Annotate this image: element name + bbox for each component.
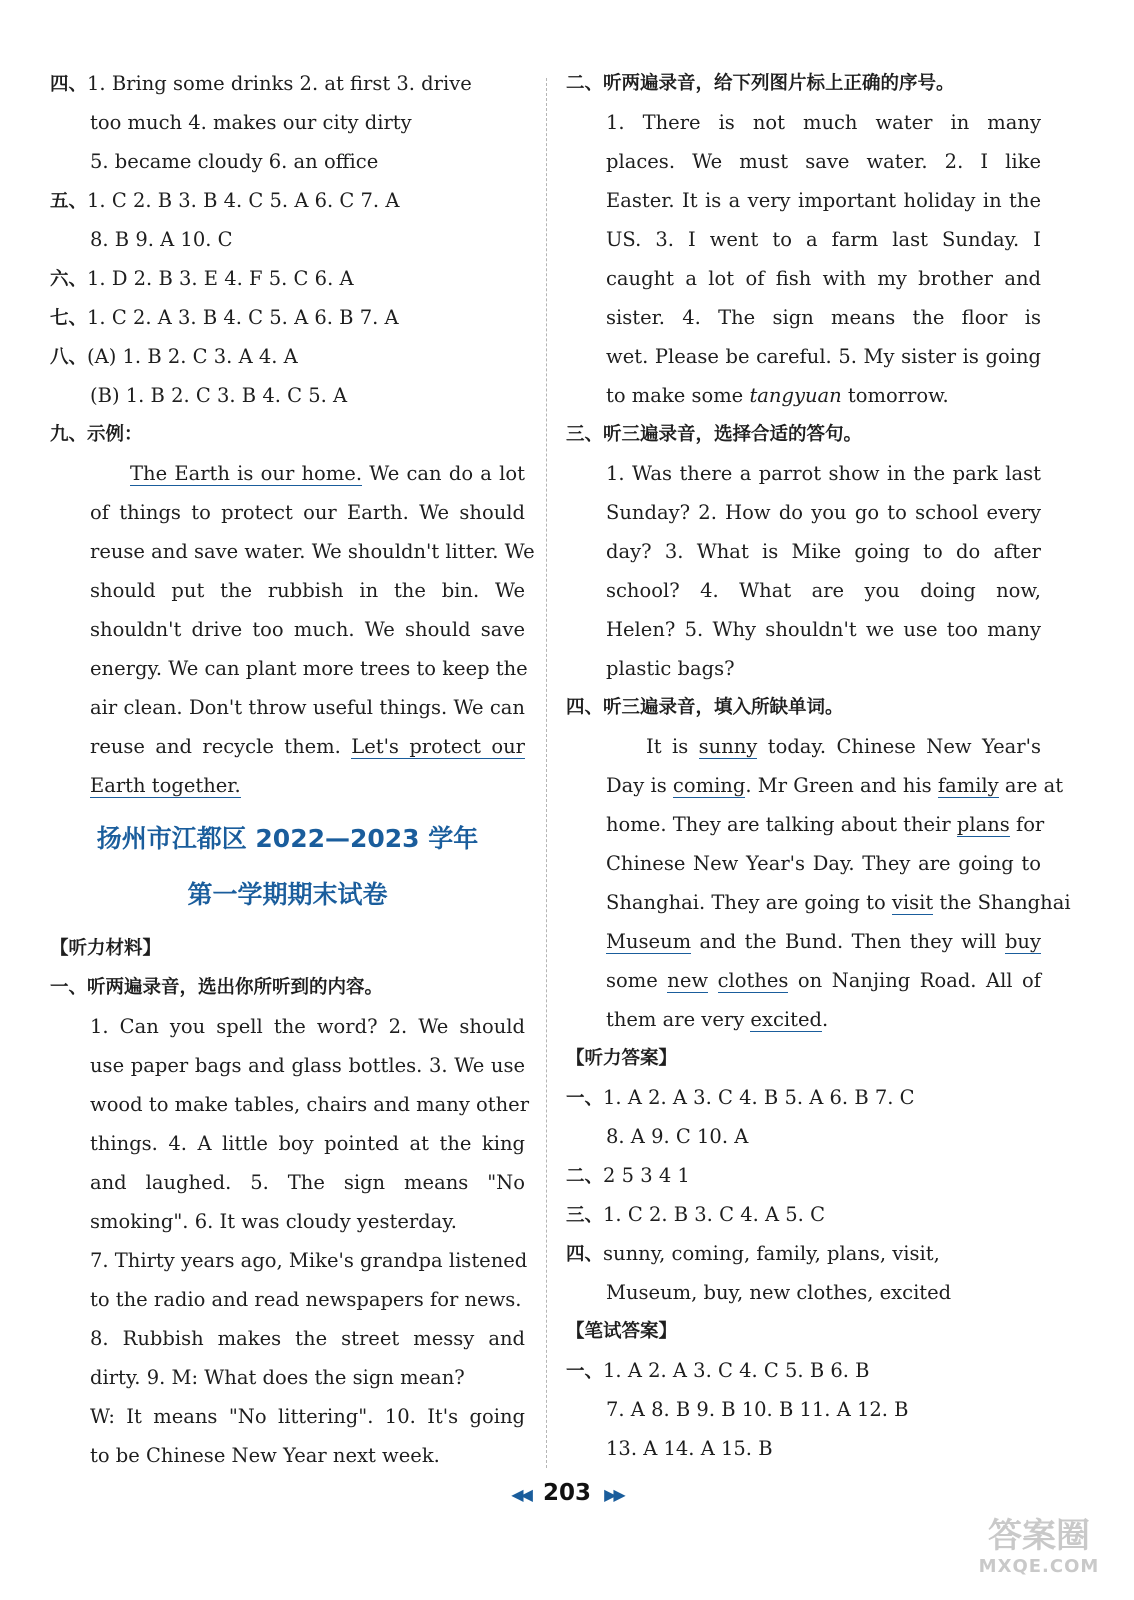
- q2-line: wet. Please be careful. 5. My sister is going: [606, 345, 1041, 368]
- listening-answer-4-line-2: Museum, buy, new clothes, excited: [606, 1281, 952, 1304]
- q2-line-last: to make some tangyuan tomorrow.: [606, 384, 949, 407]
- listening-answers-label: 【听力答案】: [566, 1048, 678, 1069]
- q4-line-5: Shanghai. They are going to visit the Shanghai: [606, 891, 1071, 914]
- essay-line-9: Earth together.: [90, 774, 241, 797]
- section-6-line: 六、1. D 2. B 3. E 4. F 5. C 6. A: [50, 267, 354, 290]
- q4-line-3: home. They are talking about their plans for: [606, 813, 1045, 836]
- section-4-line-3: 5. became cloudy 6. an office: [90, 150, 379, 173]
- listening-line: W: It means "No littering". 10. It's going: [90, 1405, 525, 1428]
- listening-answer-1-line-1: 一、1. A 2. A 3. C 4. B 5. A 6. B 7. C: [566, 1086, 915, 1109]
- listening-line: and laughed. 5. The sign means "No: [90, 1171, 525, 1194]
- exam-title-line-2: 第一学期期末试卷: [187, 880, 388, 909]
- section-9-label: 九、示例：: [50, 424, 143, 445]
- listening-answer-3: 三、1. C 2. B 3. C 4. A 5. C: [566, 1203, 825, 1226]
- q4-line-8: them are very excited.: [606, 1008, 829, 1031]
- previous-page-arrows-icon: ◀◀: [511, 1485, 530, 1504]
- section-8-line-1: 八、(A) 1. B 2. C 3. A 4. A: [50, 345, 298, 368]
- listening-answer-1-line-2: 8. A 9. C 10. A: [606, 1125, 749, 1148]
- section-8-line-2: (B) 1. B 2. C 3. B 4. C 5. A: [90, 384, 348, 407]
- q3-line: Helen? 5. Why shouldn't we use too many: [606, 618, 1041, 641]
- next-page-arrows-icon: ▶▶: [604, 1485, 623, 1504]
- listening-line: use paper bags and glass bottles. 3. We use: [90, 1054, 525, 1077]
- q4-line-4: Chinese New Year's Day. They are going to: [606, 852, 1041, 875]
- q3-line: day? 3. What is Mike going to do after: [606, 540, 1041, 563]
- q2-line: caught a lot of fish with my brother and: [606, 267, 1041, 290]
- q3-line: Sunday? 2. How do you go to school every: [606, 501, 1041, 524]
- listening-q1-label: 一、听两遍录音，选出你所听到的内容。: [50, 977, 384, 998]
- written-answer-1-line-2: 7. A 8. B 9. B 10. B 11. A 12. B: [606, 1398, 909, 1421]
- section-7-line: 七、1. C 2. A 3. B 4. C 5. A 6. B 7. A: [50, 306, 399, 329]
- q4-line-1: It is sunny today. Chinese New Year's: [646, 735, 1041, 758]
- section-5-line-2: 8. B 9. A 10. C: [90, 228, 233, 251]
- page-number: 203: [542, 1480, 591, 1506]
- written-answer-1-line-1: 一、1. A 2. A 3. C 4. C 5. B 6. B: [566, 1359, 870, 1382]
- right-column: [566, 64, 1071, 1468]
- q2-line: US. 3. I went to a farm last Sunday. I: [606, 228, 1041, 251]
- listening-material-label: 【听力材料】: [50, 938, 162, 959]
- essay-line-6: energy. We can plant more trees to keep the: [90, 657, 528, 680]
- exam-title-line-1: 扬州市江都区 2022—2023 学年: [96, 824, 479, 853]
- listening-answer-4-line-1: 四、sunny, coming, family, plans, visit,: [566, 1242, 940, 1265]
- essay-line-1: The Earth is our home. We can do a lot: [130, 462, 525, 485]
- section-4-line-2: too much 4. makes our city dirty: [90, 111, 412, 134]
- q4-line-2: Day is coming. Mr Green and his family are at: [606, 774, 1064, 797]
- q3-line: 1. Was there a parrot show in the park last: [606, 462, 1041, 485]
- listening-line: 7. Thirty years ago, Mike's grandpa listened: [90, 1249, 528, 1272]
- q3-line: plastic bags?: [606, 657, 735, 680]
- site-watermark: [964, 1516, 1114, 1586]
- essay-line-4: should put the rubbish in the bin. We: [90, 579, 525, 602]
- q2-line: Easter. It is a very important holiday in the: [606, 189, 1041, 212]
- q2-line: 1. There is not much water in many: [606, 111, 1041, 134]
- listening-line: to be Chinese New Year next week.: [90, 1444, 440, 1467]
- watermark-url: MXQE.COM: [978, 1556, 1100, 1577]
- essay-line-8: reuse and recycle them. Let's protect our: [90, 735, 525, 758]
- q4-line-7: some new clothes on Nanjing Road. All of: [606, 969, 1041, 992]
- written-answers-label: 【笔试答案】: [566, 1321, 678, 1342]
- watermark-logo: 答案圈: [988, 1516, 1090, 1556]
- column-divider: [546, 78, 547, 1468]
- listening-line: dirty. 9. M: What does the sign mean?: [90, 1366, 465, 1389]
- listening-line: 1. Can you spell the word? 2. We should: [90, 1015, 525, 1038]
- section-4-line-1: 四、1. Bring some drinks 2. at first 3. drive: [50, 72, 472, 95]
- listening-line: smoking". 6. It was cloudy yesterday.: [90, 1210, 457, 1233]
- q2-line: sister. 4. The sign means the floor is: [606, 306, 1041, 329]
- listening-line: 8. Rubbish makes the street messy and: [90, 1327, 525, 1350]
- q4-label: 四、听三遍录音，填入所缺单词。: [566, 697, 844, 718]
- q3-line: school? 4. What are you doing now,: [606, 579, 1041, 602]
- essay-line-2: of things to protect our Earth. We should: [90, 501, 525, 524]
- essay-line-5: shouldn't drive too much. We should save: [90, 618, 525, 641]
- q2-line: places. We must save water. 2. I like: [606, 150, 1041, 173]
- q2-label: 二、听两遍录音，给下列图片标上正确的序号。: [566, 73, 955, 94]
- page-footer: [0, 1480, 1134, 1506]
- essay-line-3: reuse and save water. We shouldn't litter. We: [90, 540, 535, 563]
- listening-answer-2: 二、2 5 3 4 1: [566, 1164, 690, 1187]
- section-5-line-1: 五、1. C 2. B 3. B 4. C 5. A 6. C 7. A: [50, 189, 400, 212]
- listening-line: things. 4. A little boy pointed at the king: [90, 1132, 525, 1155]
- q3-label: 三、听三遍录音，选择合适的答句。: [566, 424, 863, 445]
- q4-line-6: Museum and the Bund. Then they will buy: [606, 930, 1041, 953]
- left-column: [50, 64, 535, 1475]
- listening-line: wood to make tables, chairs and many other: [90, 1093, 530, 1116]
- listening-line: to the radio and read newspapers for news.: [90, 1288, 522, 1311]
- essay-line-7: air clean. Don't throw useful things. We can: [90, 696, 525, 719]
- written-answer-1-line-3: 13. A 14. A 15. B: [606, 1437, 773, 1460]
